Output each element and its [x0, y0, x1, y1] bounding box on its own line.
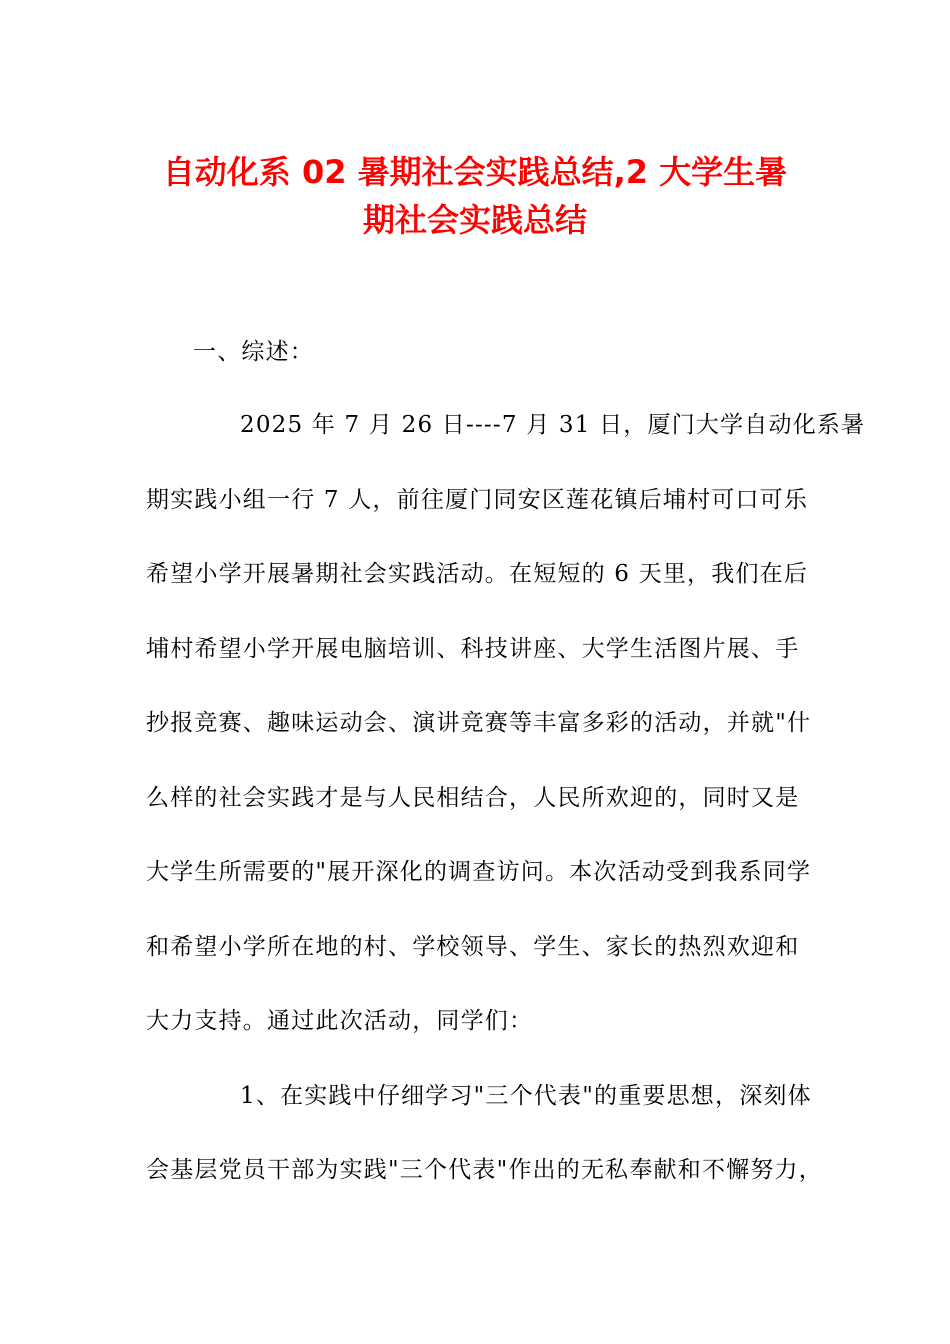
paragraph-1-line-2: 期实践小组一行 7 人，前往厦门同安区莲花镇后埔村可口可乐 — [146, 487, 809, 513]
paragraph-2-line-1: 1、在实践中仔细学习"三个代表"的重要思想，深刻体 — [240, 1083, 812, 1109]
paragraph-1-line-7: 大学生所需要的"展开深化的调查访问。本次活动受到我系同学 — [146, 859, 812, 885]
document-title — [120, 148, 830, 244]
paragraph-2-line-2: 会基层党员干部为实践"三个代表"作出的无私奉献和不懈努力， — [146, 1157, 823, 1183]
paragraph-1-line-5: 抄报竞赛、趣味运动会、演讲竞赛等丰富多彩的活动，并就"什 — [146, 710, 812, 736]
paragraph-1-line-3: 希望小学开展暑期社会实践活动。在短短的 6 天里，我们在后 — [146, 561, 809, 587]
title-line-1: 自动化系 02 暑期社会实践总结,2 大学生暑 — [162, 153, 788, 191]
paragraph-1-line-4: 埔村希望小学开展电脑培训、科技讲座、大学生活图片展、手 — [146, 636, 800, 662]
title-line-2: 期社会实践总结 — [362, 201, 587, 239]
paragraph-1-line-6: 么样的社会实践才是与人民相结合，人民所欢迎的，同时又是 — [146, 785, 800, 811]
section-heading: 一、综述： — [193, 339, 314, 365]
paragraph-1-line-8: 和希望小学所在地的村、学校领导、学生、家长的热烈欢迎和 — [146, 934, 800, 960]
paragraph-1-line-1: 2025 年 7 月 26 日----7 月 31 日，厦门大学自动化系暑 — [240, 412, 866, 438]
paragraph-1-line-9: 大力支持。通过此次活动，同学们： — [146, 1008, 534, 1034]
